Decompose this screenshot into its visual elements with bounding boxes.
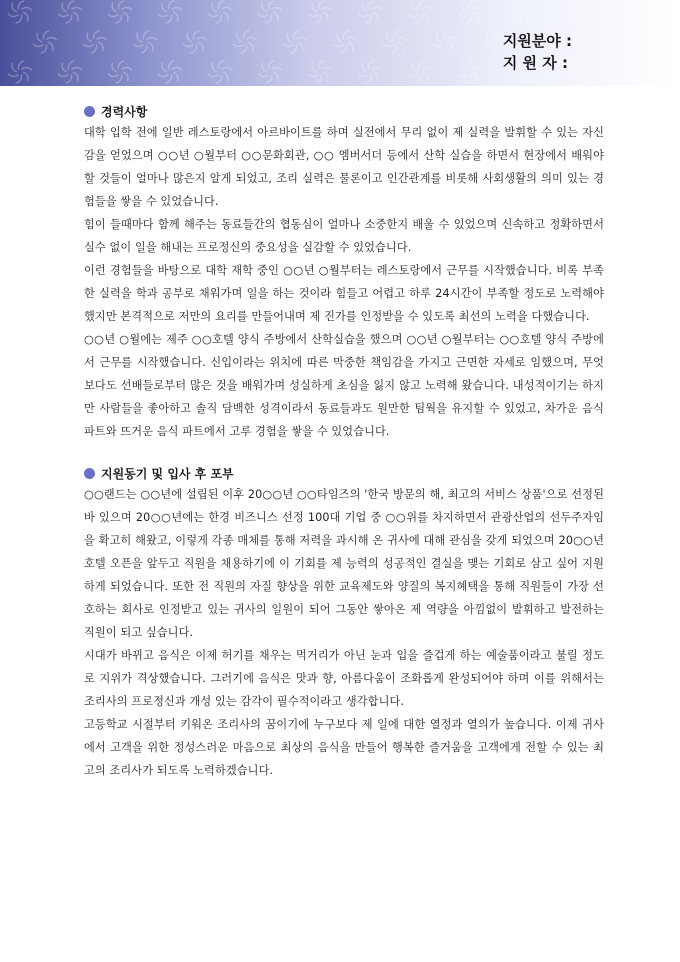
swirl-stroke — [108, 14, 118, 17]
swirl-stroke — [33, 44, 43, 47]
swirl-stroke — [487, 33, 492, 42]
swirl-stroke — [298, 42, 303, 51]
swirl-stroke — [412, 63, 417, 72]
swirl-stroke — [23, 12, 28, 21]
swirl-stroke — [287, 33, 292, 42]
swirl-stroke — [197, 37, 207, 40]
swirl-stroke — [148, 42, 153, 51]
swirl-stroke — [48, 42, 53, 51]
swirl-stroke — [662, 3, 667, 12]
swirl-stroke — [208, 14, 218, 17]
swirl-stroke — [198, 42, 203, 51]
swirl-stroke — [362, 3, 367, 12]
swirl-stroke — [673, 12, 678, 21]
swirl-stroke — [458, 74, 468, 77]
career-section-title: 경력사항 — [101, 104, 148, 119]
swirl-stroke — [262, 63, 267, 72]
swirl-stroke — [308, 74, 318, 77]
swirl-stroke — [73, 12, 78, 21]
swirl-stroke — [183, 44, 193, 47]
swirl-stroke — [647, 37, 657, 40]
swirl-stroke — [572, 67, 582, 70]
swirl-stroke — [212, 3, 217, 12]
swirl-stroke — [372, 67, 382, 70]
swirl-stroke — [522, 7, 532, 10]
swirl-stroke — [112, 3, 117, 12]
swirl-stroke — [473, 12, 478, 21]
swirl-stroke — [322, 7, 332, 10]
swirl-stroke — [472, 7, 482, 10]
swirl-stroke — [637, 33, 642, 42]
swirl-stroke — [47, 37, 57, 40]
swirl-stroke — [523, 12, 528, 21]
swirl-stroke — [472, 67, 482, 70]
applicant-info — [503, 30, 572, 74]
swirl-stroke — [358, 74, 368, 77]
swirl-stroke — [373, 12, 378, 21]
swirl-stroke — [437, 33, 442, 42]
swirl-stroke — [12, 63, 17, 72]
swirl-stroke — [408, 14, 418, 17]
swirl-stroke — [22, 7, 32, 10]
swirl-stroke — [123, 12, 128, 21]
swirl-stroke — [83, 44, 93, 47]
applicant-name-label: 지 원 자 : — [502, 54, 568, 72]
swirl-stroke — [308, 14, 318, 17]
swirl-stroke — [658, 74, 668, 77]
swirl-stroke — [408, 74, 418, 77]
swirl-stroke — [583, 44, 593, 47]
swirl-stroke — [162, 63, 167, 72]
swirl-stroke — [398, 42, 403, 51]
swirl-stroke — [208, 74, 218, 77]
swirl-stroke — [337, 33, 342, 42]
swirl-stroke — [597, 37, 607, 40]
swirl-stroke — [258, 14, 268, 17]
career-paragraph: 힘이 들때마다 함께 해주는 동료들간의 협동심이 얼마나 소중한지 배울 수 있었으며 신속하고 정확하면서 실수 없이 일을 해내는 프로정신의 중요성을 실감할 수 있었습니다. — [84, 218, 604, 254]
swirl-stroke — [233, 44, 243, 47]
swirl-stroke — [87, 33, 92, 42]
swirl-stroke — [223, 72, 228, 81]
swirl-stroke — [23, 72, 28, 81]
swirl-stroke — [172, 67, 182, 70]
swirl-stroke — [433, 44, 443, 47]
motivation-paragraph: 고등학교 시절부터 키워온 조리사의 꿈이기에 누구보다 제 일에 대한 열정과 열의가 높습니다. 이제 귀사에서 고객을 위한 정성스러운 마음으로 최상의 음식을 만들어 행복한 즐거움을 고객에게 전할 수 있는 최고의 조리사가 되도록 노력하겠습니다. — [84, 718, 604, 777]
swirl-stroke — [562, 3, 567, 12]
swirl-stroke — [662, 63, 667, 72]
swirl-stroke — [383, 44, 393, 47]
swirl-stroke — [12, 3, 17, 12]
document-body — [84, 101, 604, 782]
swirl-stroke — [608, 74, 618, 77]
swirl-stroke — [397, 37, 407, 40]
swirl-stroke — [212, 63, 217, 72]
career-section-heading — [84, 101, 604, 121]
swirl-stroke — [623, 72, 628, 81]
swirl-stroke — [22, 67, 32, 70]
swirl-stroke — [173, 72, 178, 81]
swirl-stroke — [612, 3, 617, 12]
swirl-stroke — [558, 74, 568, 77]
swirl-stroke — [98, 42, 103, 51]
swirl-stroke — [248, 42, 253, 51]
swirl-stroke — [447, 37, 457, 40]
swirl-stroke — [223, 12, 228, 21]
header-banner — [0, 0, 680, 86]
swirl-stroke — [672, 67, 680, 70]
swirl-stroke — [122, 7, 132, 10]
swirl-stroke — [8, 14, 18, 17]
swirl-stroke — [648, 42, 653, 51]
motivation-section-heading — [84, 463, 604, 483]
swirl-stroke — [112, 63, 117, 72]
swirl-stroke — [162, 3, 167, 12]
swirl-stroke — [448, 42, 453, 51]
swirl-stroke — [73, 72, 78, 81]
swirl-stroke — [158, 74, 168, 77]
swirl-stroke — [258, 74, 268, 77]
swirl-pattern-decoration — [0, 0, 680, 86]
bullet-icon — [84, 468, 95, 479]
swirl-stroke — [222, 67, 232, 70]
swirl-stroke — [123, 72, 128, 81]
swirl-stroke — [283, 44, 293, 47]
swirl-stroke — [37, 33, 42, 42]
swirl-stroke — [237, 33, 242, 42]
swirl-stroke — [358, 14, 368, 17]
career-paragraph: ○○년 ○월에는 제주 ○○호텔 양식 주방에서 산학실습을 했으며 ○○년 ○월부터는 ○○호텔 양식 주방에서 근무를 시작했습니다. 신입이라는 위치에 따른 막중한 책임감을 가지고 근면한 자세로 임했으며, 무엇보다도 선배들로부터 많은 것을 배워가며 성실하게 초심을 잃지 않고 노력해 왔습니다. 내성적이기는 하지만 사람들을 좋아하고 솔직 담백한 성격이라서 동료들과도 원만한 팀웍을 유지할 수 있었고, 차가운 음식 파트와 뜨거운 음식 파트에서 고루 경험을 쌓을 수 있었습니다. — [84, 333, 604, 438]
swirl-stroke — [458, 14, 468, 17]
swirl-stroke — [473, 72, 478, 81]
swirl-stroke — [623, 12, 628, 21]
swirl-stroke — [508, 74, 518, 77]
swirl-stroke — [608, 14, 618, 17]
swirl-stroke — [508, 14, 518, 17]
swirl-stroke — [423, 72, 428, 81]
swirl-stroke — [633, 44, 643, 47]
swirl-stroke — [158, 14, 168, 17]
swirl-stroke — [612, 63, 617, 72]
swirl-stroke — [587, 33, 592, 42]
swirl-stroke — [372, 7, 382, 10]
swirl-stroke — [362, 63, 367, 72]
swirl-stroke — [97, 37, 107, 40]
swirl-stroke — [622, 7, 632, 10]
swirl-stroke — [422, 67, 432, 70]
swirl-stroke — [72, 7, 82, 10]
swirl-stroke — [62, 3, 67, 12]
swirl-stroke — [672, 7, 680, 10]
swirl-stroke — [347, 37, 357, 40]
bullet-icon — [84, 106, 95, 117]
swirl-stroke — [187, 33, 192, 42]
swirl-stroke — [8, 74, 18, 77]
swirl-stroke — [673, 72, 678, 81]
swirl-stroke — [58, 74, 68, 77]
career-paragraph: 대학 입학 전에 일반 레스토랑에서 아르바이트를 하며 실전에서 무리 없이 제 실력을 발휘할 수 있는 자신감을 얻었으며 ○○년 ○월부터 ○○문화회관, ○○ 엠버서더 등에서 산학 실습을 하면서 현장에서 배워야 할 것들이 얼마나 많은지 알게 되었고, 조리 실력은 물론이고 인간관계를 비롯해 사회생활의 의미 있는 경험들을 쌓을 수 있었습니다. — [84, 126, 604, 208]
motivation-paragraph: 시대가 바뀌고 음식은 이제 허기를 채우는 먹거리가 아닌 눈과 입을 즐겁게 하는 예술품이라고 불릴 정도로 지위가 격상했습니다. 그러기에 음식은 맛과 향, 아름다움이 조화롭게 완성되어야 하며 이를 위해서는 조리사의 프로정신과 개성 있는 감각이 필수적이라고 생각합니다. — [84, 649, 604, 708]
swirl-stroke — [323, 12, 328, 21]
motivation-section-title: 지원동기 및 입사 후 포부 — [101, 466, 234, 481]
swirl-stroke — [122, 67, 132, 70]
swirl-stroke — [62, 63, 67, 72]
swirl-stroke — [173, 12, 178, 21]
swirl-stroke — [133, 44, 143, 47]
swirl-stroke — [423, 12, 428, 21]
swirl-stroke — [512, 3, 517, 12]
swirl-stroke — [222, 7, 232, 10]
swirl-stroke — [312, 3, 317, 12]
swirl-stroke — [323, 72, 328, 81]
swirl-stroke — [348, 42, 353, 51]
field-label: 지원분야 : — [502, 32, 572, 50]
swirl-stroke — [573, 12, 578, 21]
swirl-stroke — [312, 63, 317, 72]
swirl-stroke — [462, 63, 467, 72]
swirl-stroke — [297, 37, 307, 40]
swirl-stroke — [262, 3, 267, 12]
swirl-stroke — [147, 37, 157, 40]
swirl-stroke — [387, 33, 392, 42]
motivation-paragraph: ○○랜드는 ○○년에 설립된 이후 20○○년 ○○타임즈의 '한국 방문의 해, 최고의 서비스 상품'으로 선정된 바 있으며 20○○년에는 한경 비즈니스 선정 100대 기업 중 ○○위를 차지하면서 관광산업의 선두주자임을 확고히 해왔고, 이렇게 각종 매체를 통해 저력을 과시해 온 귀사에 대해 관심을 갖게 되었으며 20○○년 호텔 오픈을 앞두고 직원을 채용하기에 이 기회를 제 능력의 성공적인 결실을 맺는 기회로 삼고 싶어 지원하게 되었습니다. 또한 전 직원의 자질 향상을 위한 교육제도와 양질의 복지혜택을 통해 직원들이 가장 선호하는 회사로 인정받고 있는 귀사의 일원이 되어 그동안 쌓아온 제 역량을 아낌없이 발휘하고 발전하는 직원이 되고 싶습니다. — [84, 488, 604, 639]
career-paragraph: 이런 경험들을 바탕으로 대학 재학 중인 ○○년 ○월부터는 레스토랑에서 근무를 시작했습니다. 비록 부족한 실력을 학과 공부로 채워가며 일을 하는 것이라 힘들고 어렵고 하루 24시간이 부족할 정도로 노력해야 했지만 본격적으로 저만의 요리를 만들어내며 제 진가를 인정받을 수 있도록 최선의 노력을 다했습니다. — [84, 264, 604, 323]
swirl-stroke — [558, 14, 568, 17]
swirl-stroke — [322, 67, 332, 70]
swirl-stroke — [598, 42, 603, 51]
swirl-stroke — [573, 72, 578, 81]
swirl-stroke — [273, 12, 278, 21]
swirl-stroke — [247, 37, 257, 40]
swirl-stroke — [273, 72, 278, 81]
swirl-stroke — [462, 3, 467, 12]
swirl-stroke — [172, 7, 182, 10]
swirl-stroke — [137, 33, 142, 42]
swirl-stroke — [572, 7, 582, 10]
swirl-stroke — [412, 3, 417, 12]
swirl-stroke — [58, 14, 68, 17]
swirl-stroke — [272, 67, 282, 70]
swirl-stroke — [108, 74, 118, 77]
swirl-stroke — [483, 44, 493, 47]
swirl-stroke — [272, 7, 282, 10]
swirl-stroke — [658, 14, 668, 17]
swirl-stroke — [622, 67, 632, 70]
swirl-stroke — [333, 44, 343, 47]
swirl-stroke — [422, 7, 432, 10]
swirl-stroke — [72, 67, 82, 70]
swirl-stroke — [373, 72, 378, 81]
